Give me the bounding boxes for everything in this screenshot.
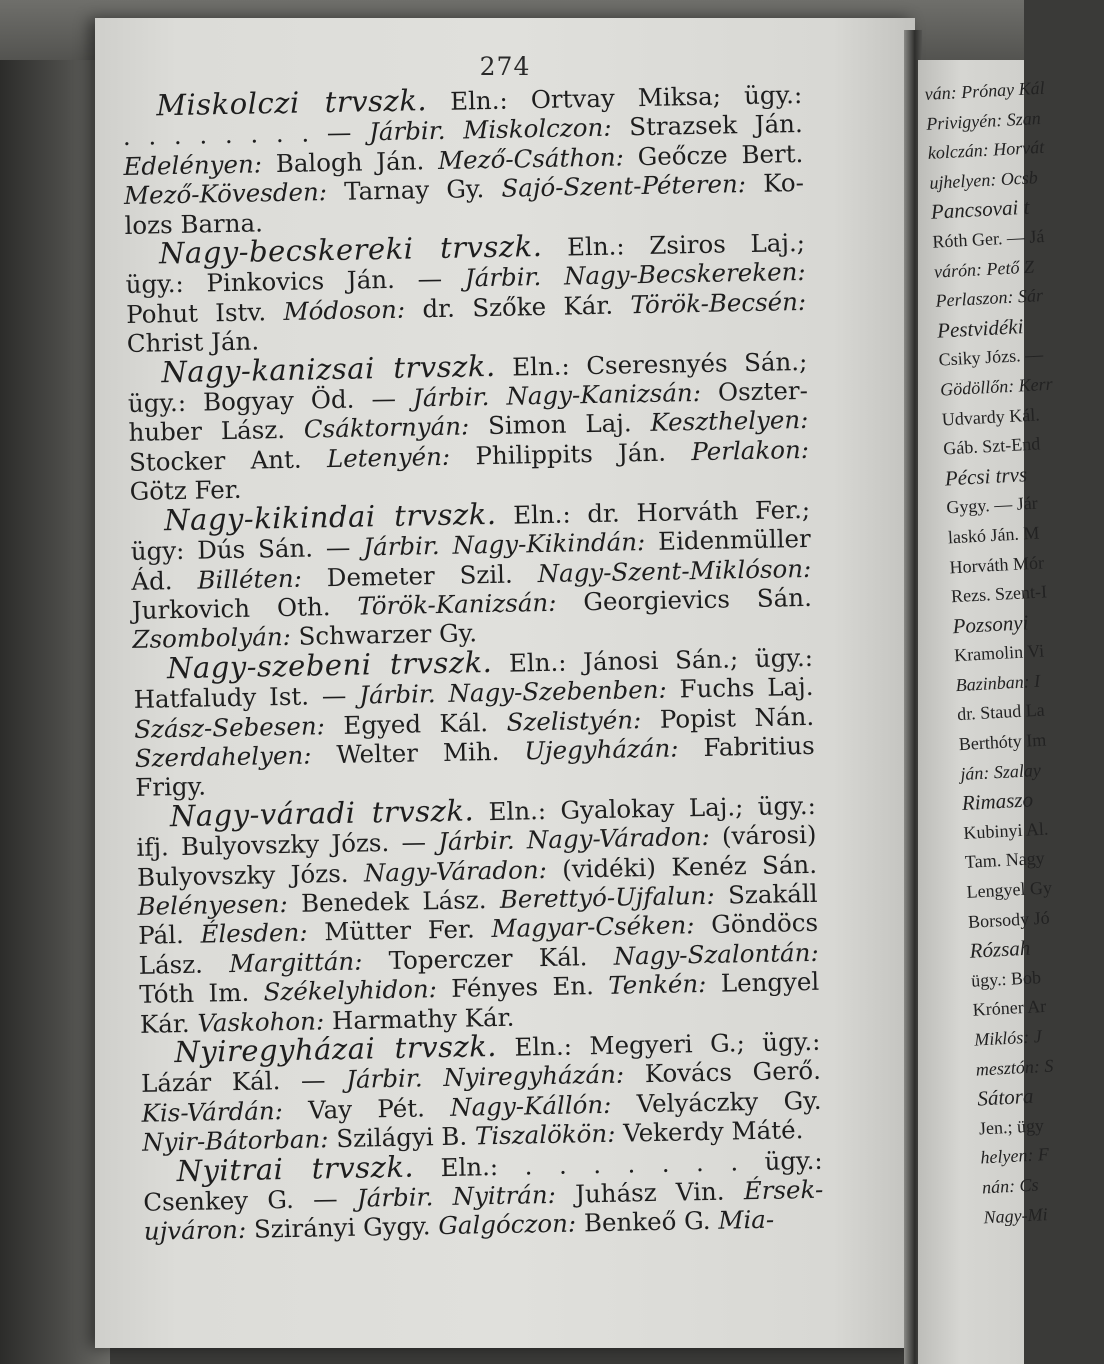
text-segment: Ád. — [131, 565, 198, 596]
place-name: Nyir-Bátorban: — [141, 1124, 329, 1158]
text-segment: Harmathy Kár. — [323, 1002, 515, 1035]
right-page-line: Pancsovai t — [930, 195, 1030, 225]
place-name: Török-Kanizsán: — [357, 587, 557, 621]
text-segment: huber Lász. — [128, 415, 305, 448]
text-segment: (vidéki) Kenéz Sán. — [546, 849, 818, 884]
text-segment: Eln.: Megyeri G.; ügy.: — [496, 1026, 821, 1062]
text-segment: Welter Mih. — [311, 736, 525, 770]
text-segment: Hatfaludy Ist. — — [133, 680, 360, 715]
text-segment: Eln.: Zsiros Laj.; — [542, 227, 806, 262]
text-segment: Tarnay Gy. — [326, 173, 502, 207]
text-segment: lozs Barna. — [124, 207, 264, 240]
right-page-line: Rózsah — [969, 935, 1031, 964]
right-page-line: Rimaszo — [961, 787, 1034, 816]
right-page-line: Lengyel Gy — [966, 877, 1053, 902]
right-page-line: Tam. Nagy — [964, 848, 1046, 873]
court-name: Nyitrai trvszk. — [176, 1149, 415, 1188]
text-segment: Szirányi Gygy. — [245, 1211, 439, 1245]
text-segment: Geőcze Bert. — [623, 138, 804, 172]
text-segment: Popist Nán. — [640, 701, 815, 734]
text-segment: Georgievics Sán. — [556, 582, 813, 617]
place-name: Keszthelyen: — [650, 405, 809, 438]
text-segment: Lász. — [138, 948, 230, 980]
place-name: ujváron: — [143, 1215, 247, 1247]
place-name: Belényesen: — [137, 888, 288, 921]
right-page-line: Horváth Mór — [948, 551, 1045, 577]
text-segment: Benkeő G. — [575, 1206, 719, 1238]
right-page-line: Udvardy Kál. — [941, 403, 1041, 430]
place-name: Járbir. Nyitrán: — [356, 1179, 557, 1213]
text-segment: Juhász Vin. — [555, 1176, 745, 1209]
text-segment: Eln.: Jánosi Sán.; ügy.: — [492, 642, 814, 678]
right-page-line: Rezs. Szent-I — [950, 581, 1048, 607]
court-name: Nyiregyházai trvszk. — [174, 1028, 498, 1070]
text-segment: Szilágyi B. — [328, 1121, 476, 1154]
text-segment: ügy.: Pinkovics Ján. — — [125, 263, 466, 300]
right-page-text — [924, 75, 1084, 1233]
right-page-line: Miklós: J — [973, 1026, 1043, 1050]
place-name: Nagy-Szent-Miklóson: — [537, 553, 812, 588]
text-segment: dr. Szőke Kár. — [404, 290, 631, 324]
place-name: Tenkén: — [608, 969, 707, 1001]
place-name: Nagy-Váradon: — [363, 854, 548, 888]
place-name: Járbir. Miskolczon: — [368, 113, 612, 147]
place-name: Perlakon: — [691, 434, 810, 467]
place-name: Mező-Csáthon: — [437, 142, 625, 175]
court-name: Nagy-kanizsai trvszk. — [161, 348, 496, 389]
right-page-line: ján: Szalay — [959, 759, 1042, 784]
text-segment: Eln.: Gyalokay Laj.; ügy.: — [473, 790, 817, 827]
place-name: Sajó-Szent-Péteren: — [501, 169, 747, 203]
text-segment: Lengyel — [706, 966, 820, 999]
place-name: Mező-Kövesden: — [123, 177, 328, 211]
place-name: Székelyhidon: — [263, 974, 438, 1007]
place-name: Járbir. Nagy-Kikindán: — [362, 527, 646, 562]
text-segment: Christ Ján. — [126, 326, 260, 359]
text-segment: Jurkovich Oth. — [131, 591, 358, 625]
text-segment: Benedek Lász. — [287, 884, 501, 918]
court-name: Nagy-becskereki trvszk. — [158, 228, 543, 271]
page-text-block — [122, 79, 824, 1247]
place-name: Nagy-Kállón: — [449, 1089, 612, 1122]
text-segment: Pohut Istv. — [125, 296, 284, 329]
text-segment: Velyáczky Gy. — [611, 1085, 822, 1119]
right-page-line: ügy.: Bob — [970, 966, 1042, 991]
place-name: Ujegyházán: — [524, 733, 679, 766]
place-name: Járbir. Nyiregyházán: — [345, 1059, 625, 1095]
court-name: Nagy-szebeni trvszk. — [166, 644, 493, 685]
text-segment: Lázár Kál. — — [140, 1065, 347, 1099]
right-page-line: dr. Staud La — [956, 700, 1046, 725]
right-page-line: Borsody Jó — [967, 907, 1051, 932]
right-page-line: Króner Ar — [972, 996, 1047, 1021]
right-page-line: helyen: F — [979, 1144, 1050, 1168]
text-segment: Szakáll — [714, 878, 818, 910]
place-name: Kis-Várdán: — [141, 1095, 284, 1128]
page-number: 274 — [479, 52, 531, 81]
text-segment: Götz Fer. — [129, 475, 242, 507]
right-page-line: Perlaszon: Sár — [935, 285, 1044, 311]
text-segment: Kovács Gerő. — [623, 1056, 822, 1089]
place-name: Zsombolyán: — [132, 622, 292, 655]
text-segment: Toperczer Kál. — [362, 941, 614, 976]
place-name: Szerdahelyen: — [134, 740, 312, 773]
text-segment: Kár. — [139, 1008, 198, 1039]
text-segment: Vay Pét. — [282, 1092, 451, 1125]
place-name: Letenyén: — [326, 441, 451, 474]
text-segment: Eln.: Cseresnyés Sán.; — [495, 346, 808, 382]
right-page-line: ujhelyen: Ocsb — [928, 166, 1039, 193]
place-name: Csáktornyán: — [303, 411, 470, 445]
text-segment: Vekerdy Máté. — [615, 1115, 804, 1148]
place-name: Török-Becsén: — [630, 286, 807, 320]
right-page-line: várón: Pető Z — [933, 256, 1035, 282]
place-name: Érsek- — [743, 1174, 824, 1206]
text-segment: Eln.: Ortvay Miksa; ügy.: — [426, 79, 803, 117]
right-page-line: Pozsonyi — [951, 609, 1029, 638]
text-segment: Frigy. — [135, 771, 207, 803]
right-page-line: Pécsi trvs — [944, 461, 1028, 491]
text-segment: Fényes En. — [436, 971, 609, 1004]
place-name: Nagy-Szalontán: — [613, 937, 819, 971]
right-page-line: Pestvidéki — [936, 313, 1024, 343]
text-segment: Eidenmüller — [645, 523, 811, 557]
place-name: Margittán: — [228, 946, 363, 978]
place-name: Vaskohon: — [197, 1005, 325, 1038]
right-page-line: Kubinyi Al. — [962, 818, 1049, 843]
text-segment: Stocker Ant. — [128, 444, 328, 477]
right-page-line: Gödöllőn: Kerr — [939, 373, 1054, 400]
right-page-line: Róth Ger. — Já — [931, 225, 1045, 252]
right-page-line: mesztón: S — [975, 1055, 1054, 1080]
text-segment: Göndöcs — [694, 908, 819, 940]
right-page-line: Berthóty Im — [958, 729, 1047, 755]
text-segment: Fuchs Laj. — [666, 671, 814, 704]
text-segment: Oszter- — [700, 375, 809, 408]
place-name: Járbir. Nagy-Kanizsán: — [412, 378, 702, 413]
text-segment: . . . . . . . . — — [122, 117, 370, 152]
place-name: Magyar-Cséken: — [491, 910, 695, 944]
text-segment: Mütter Fer. — [307, 914, 492, 947]
text-segment: Egyed Kál. — [324, 707, 507, 740]
text-segment: Strazsek Ján. — [611, 109, 803, 143]
text-segment: Eln.: . . . . . . . ügy.: — [413, 1145, 823, 1183]
place-name: Járbir. Nagy-Szebenben: — [358, 674, 667, 710]
text-segment: Ko- — [745, 168, 805, 199]
right-page-line: kolczán: Horvát — [927, 137, 1045, 164]
right-page-line: Privigyén: Szan — [925, 107, 1042, 134]
place-name: Módoson: — [283, 294, 406, 326]
text-segment: Tóth Im. — [139, 977, 264, 1010]
text-segment: ügy.: Bogyay Öd. — — [127, 383, 414, 419]
place-name: Tiszalökön: — [474, 1118, 616, 1151]
right-page-line: Kramolin Vi — [953, 640, 1045, 666]
text-segment: Demeter Szil. — [301, 558, 538, 593]
place-name: Edelényen: — [123, 149, 263, 181]
text-segment: Pál. — [137, 920, 201, 951]
right-page-line: Sátora — [976, 1083, 1034, 1111]
right-page-fragment — [918, 60, 1054, 1364]
place-name: Járbir. Nagy-Becskereken: — [464, 257, 806, 293]
place-name: Élesden: — [200, 917, 308, 950]
text-segment: ifj. Bulyovszky Józs. — — [136, 827, 439, 863]
right-page-line: ván: Prónay Kál — [924, 77, 1046, 104]
text-segment: Balogh Ján. — [261, 145, 439, 179]
book-left-edge — [0, 60, 110, 1364]
text-segment: Bulyovszky Józs. — [136, 858, 365, 892]
text-segment: Schwarzer Gy. — [290, 618, 478, 652]
right-page-line: Bazinban: I — [955, 670, 1041, 696]
right-page-line: nán: Cs — [981, 1174, 1040, 1198]
text-segment: ügy: Dús Sán. — — [130, 532, 364, 567]
court-name: Nagy-váradi trvszk. — [169, 793, 475, 833]
text-segment: Eln.: dr. Horváth Fer.; — [496, 494, 811, 530]
text-segment: Philippits Ján. — [449, 437, 692, 471]
text-segment: Csenkey G. — — [143, 1183, 358, 1217]
text-segment: Simon Laj. — [468, 408, 651, 441]
right-page-line: Nagy-Mi — [983, 1203, 1049, 1227]
place-name: Mia- — [718, 1205, 775, 1236]
place-name: Galgóczon: — [438, 1208, 577, 1241]
place-name: Berettyó-Ujfalun: — [499, 880, 715, 914]
court-name: Miskolczi trvszk. — [155, 83, 428, 123]
place-name: Járbir. Nagy-Váradon: — [437, 822, 711, 857]
place-name: Billéten: — [197, 563, 303, 595]
right-page-line: Jen.; ügy — [978, 1114, 1045, 1139]
text-segment: Fabritius — [678, 730, 815, 763]
court-name: Nagy-kikindai trvszk. — [163, 496, 497, 537]
right-page-line: Gáb. Szt-End — [942, 433, 1041, 459]
text-segment: (városi) — [709, 819, 817, 852]
right-page-line: Gygy. — Jár — [945, 492, 1039, 518]
right-page-line: Csiky Józs. — — [938, 344, 1044, 370]
place-name: Szelistyén: — [506, 704, 642, 737]
right-page-line: laskó Ján. M — [947, 522, 1040, 548]
place-name: Szász-Sebesen: — [133, 710, 326, 744]
